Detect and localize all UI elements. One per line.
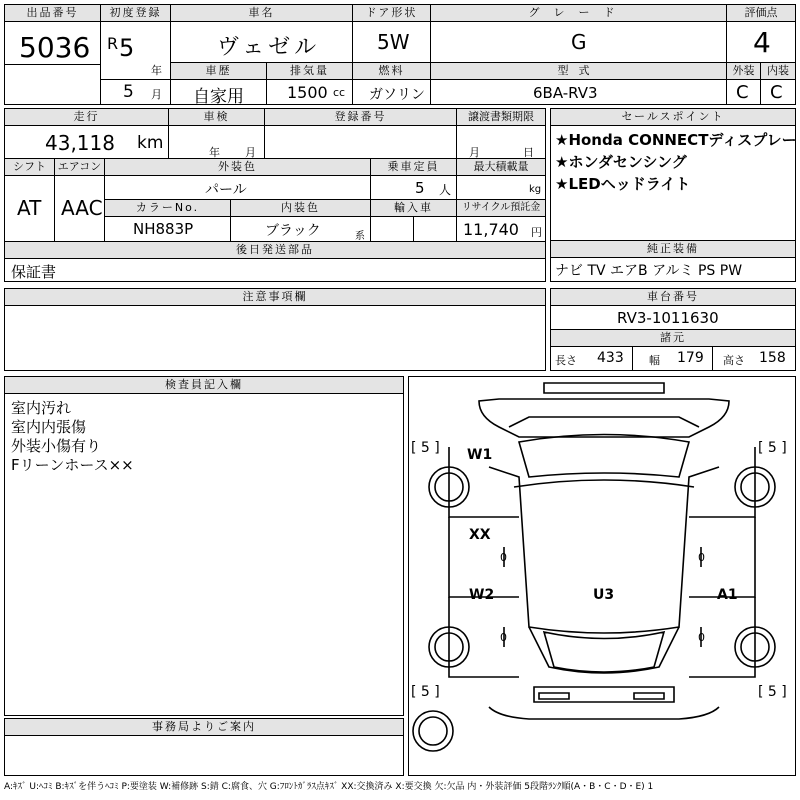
damage-u3: U3 — [593, 587, 615, 603]
transfer-month-unit: 月 — [469, 146, 480, 159]
equipment-value: ナビ TV エアB アルミ PS PW — [555, 263, 743, 279]
sales-points-block — [550, 108, 796, 241]
tread-rear-left: [ 5 ] — [411, 684, 440, 700]
ext-color-label: 外装色 — [105, 159, 371, 176]
zero-mark-3: 0 — [500, 631, 507, 644]
fuel-cell — [353, 80, 431, 104]
int-color-label: 内装色 — [231, 200, 371, 217]
chassis-label: 車台番号 — [551, 289, 795, 306]
import-cell-2 — [414, 217, 457, 242]
transfer-label: 譲渡書類期限 — [457, 109, 545, 126]
lot-number: 5036 — [19, 31, 91, 64]
capacity-unit: 人 — [439, 183, 452, 197]
later-parts-value: 保証書 — [11, 263, 57, 281]
height-value: 158 — [759, 350, 786, 366]
load-unit: kg — [529, 184, 542, 195]
import-cell — [371, 217, 414, 242]
shift-value: AT — [17, 196, 42, 220]
exterior-grade-value: C — [736, 82, 749, 103]
score-label: 評価点 — [727, 5, 795, 22]
int-color-cell — [231, 217, 371, 242]
header-block — [4, 4, 796, 105]
yen-unit: 円 — [531, 226, 542, 239]
inspector-line-3: 外装小傷有り — [11, 437, 102, 455]
grade-label: グレード — [431, 5, 727, 22]
load-cell — [457, 176, 545, 200]
inspector-line-4: Fリーンホース×× — [11, 456, 134, 474]
damage-xx: XX — [469, 527, 491, 543]
shaken-label: 車検 — [169, 109, 265, 126]
score-cell — [727, 22, 795, 63]
month-unit: 月 — [151, 88, 162, 101]
ext-color-cell — [105, 176, 371, 200]
capacity-label: 乗車定員 — [371, 159, 457, 176]
interior-grade-value: C — [770, 82, 783, 103]
car-diagram-block — [408, 376, 796, 776]
equipment-block — [550, 241, 796, 282]
later-parts-label: 後日発送部品 — [5, 242, 545, 259]
office-block — [4, 718, 404, 776]
mileage-cell — [5, 126, 169, 159]
reg-month: 5 — [123, 82, 134, 102]
length-label: 長さ — [555, 354, 577, 367]
damage-a1: A1 — [717, 587, 738, 603]
fuel-label: 燃料 — [353, 63, 431, 80]
load-label: 最大積載量 — [457, 159, 545, 176]
tread-front-right: [ 5 ] — [758, 440, 787, 456]
recycle-cell — [457, 217, 545, 242]
inspector-label: 検査員記入欄 — [5, 377, 403, 394]
car-diagram — [409, 377, 795, 775]
zero-mark-4: 0 — [698, 631, 705, 644]
history-label: 車歴 — [171, 63, 267, 80]
sales-points-label: セールスポイント — [551, 109, 795, 126]
tread-front-left: [ 5 ] — [411, 440, 440, 456]
transfer-day-unit: 日 — [523, 146, 534, 159]
lot-number-cell — [5, 22, 101, 104]
interior-grade-cell — [761, 80, 795, 104]
mileage-value: 43,118 — [45, 131, 115, 155]
sales-point-1: ★Honda CONNECTディスプレー — [555, 131, 797, 149]
interior-grade-label: 内装 — [761, 63, 795, 80]
displacement-cell — [267, 80, 353, 104]
displacement-label: 排気量 — [267, 63, 353, 80]
ac-label: エアコン — [55, 159, 105, 176]
grade-cell — [431, 22, 727, 63]
int-color-unit: 系 — [355, 231, 365, 242]
color-no-cell — [105, 217, 231, 242]
chassis-cell — [551, 306, 795, 330]
door-cell — [353, 22, 431, 63]
plate-cell — [265, 126, 457, 159]
fuel-value: ガソリン — [369, 87, 425, 103]
type-cell — [431, 80, 727, 104]
ext-color-value: パール — [205, 182, 247, 198]
length-cell — [551, 347, 633, 370]
damage-w1: W1 — [467, 447, 493, 463]
first-registration-cell — [101, 22, 171, 80]
model-label: 車名 — [171, 5, 353, 22]
era-letter: R — [107, 34, 119, 53]
type-value: 6BA-RV3 — [533, 84, 598, 102]
transfer-cell — [457, 126, 545, 159]
grade-value: G — [571, 30, 587, 54]
notes-label: 注意事項欄 — [5, 289, 545, 306]
type-label: 型式 — [431, 63, 727, 80]
ac-cell — [55, 176, 105, 242]
height-cell — [713, 347, 795, 370]
dims-label: 諸元 — [551, 330, 795, 347]
cc-unit: cc — [333, 86, 346, 99]
sales-point-3: ★LEDヘッドライト — [555, 175, 691, 193]
car-outline — [413, 383, 775, 751]
length-value: 433 — [597, 350, 624, 366]
era-year: 5 — [119, 34, 135, 62]
int-color-value: ブラック — [265, 223, 321, 239]
zero-mark-1: 0 — [500, 551, 507, 564]
history-cell — [171, 80, 267, 104]
recycle-value: 11,740 — [463, 220, 519, 239]
door-label: ドア形状 — [353, 5, 431, 22]
tread-rear-right: [ 5 ] — [758, 684, 787, 700]
year-unit: 年 — [151, 64, 162, 77]
first-registration-label: 初度登録 — [101, 5, 171, 22]
exterior-grade-cell — [727, 80, 761, 104]
displacement-value: 1500 — [287, 83, 328, 102]
height-label: 高さ — [723, 354, 745, 367]
equipment-label: 純正装備 — [551, 241, 795, 258]
color-no-value: NH883P — [133, 220, 194, 238]
color-no-label: カラーNo. — [105, 200, 231, 217]
chassis-block — [550, 288, 796, 371]
later-parts-cell — [5, 259, 545, 281]
office-label: 事務局よりご案内 — [5, 719, 403, 736]
inspector-line-2: 室内内張傷 — [11, 418, 87, 436]
recycle-label: リサイクル預託金 — [457, 200, 545, 217]
width-cell — [633, 347, 713, 370]
model-cell — [171, 22, 353, 63]
shaken-year-unit: 年 — [209, 146, 220, 159]
reg-month-cell — [101, 80, 171, 104]
zero-mark-2: 0 — [698, 551, 705, 564]
lot-number-label: 出品番号 — [5, 5, 101, 22]
inspector-block — [4, 376, 404, 716]
exterior-grade-label: 外装 — [727, 63, 761, 80]
plate-label: 登録番号 — [265, 109, 457, 126]
mileage-label: 走行 — [5, 109, 169, 126]
sales-point-2: ★ホンダセンシング — [555, 153, 687, 171]
inspector-line-1: 室内汚れ — [11, 399, 72, 417]
capacity-cell — [371, 176, 457, 200]
history-value: 自家用 — [193, 87, 244, 104]
score-value: 4 — [753, 26, 771, 59]
shaken-month-unit: 月 — [245, 146, 256, 159]
ac-value: AAC — [61, 196, 103, 220]
notes-block — [4, 288, 546, 371]
import-label: 輸入車 — [371, 200, 457, 217]
specs-block — [4, 108, 546, 282]
capacity-value: 5 — [415, 179, 425, 197]
shift-cell — [5, 176, 55, 242]
chassis-value: RV3-1011630 — [617, 309, 719, 327]
model-name: ヴェゼル — [217, 35, 321, 60]
damage-w2: W2 — [469, 587, 495, 603]
shift-label: シフト — [5, 159, 55, 176]
km-unit: km — [137, 133, 164, 153]
width-value: 179 — [677, 350, 704, 366]
legend-text: A:ｷｽﾞ U:ﾍｺﾐ B:ｷｽﾞを伴うﾍｺﾐ P:要塗装 W:補修跡 S:錆 C:腐食、穴 G:ﾌﾛﾝﾄｶﾞﾗｽ点ｷｽﾞ XX:交換済み X:要交換 欠:欠品 内・外装評価 5段階ﾗﾝｸ順(A・B・C・D・E) 1 — [4, 782, 654, 792]
width-label: 幅 — [649, 354, 660, 367]
shaken-cell — [169, 126, 265, 159]
door-value: 5W — [377, 30, 410, 54]
